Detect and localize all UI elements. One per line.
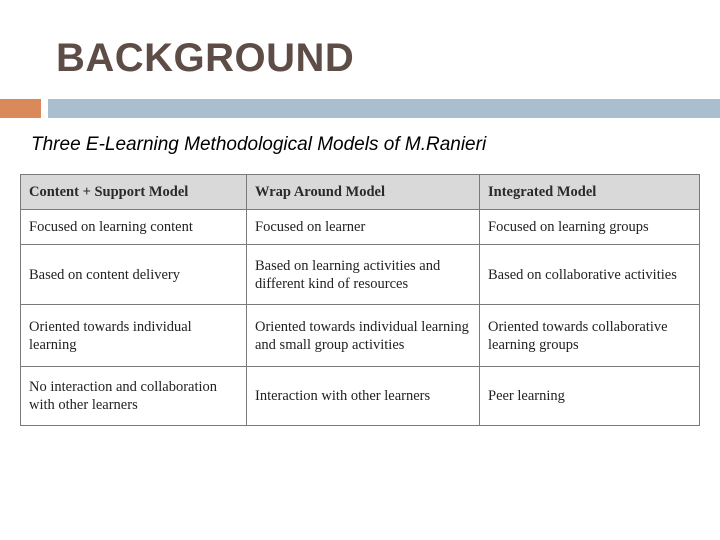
table-cell: Peer learning <box>480 367 700 426</box>
table-row <box>21 305 700 367</box>
table-row <box>21 210 700 245</box>
header-integrated-model: Integrated Model <box>480 175 700 210</box>
table-cell: Based on collaborative activities <box>480 245 700 305</box>
slide-title: BACKGROUND <box>56 36 355 80</box>
models-table <box>20 174 700 426</box>
table-cell: Focused on learner <box>247 210 480 245</box>
table-cell: Focused on learning groups <box>480 210 700 245</box>
accent-bar-orange <box>0 99 41 118</box>
header-content-support-model: Content + Support Model <box>21 175 247 210</box>
table-cell: Oriented towards individual learning and small group activities <box>247 305 480 367</box>
table-cell: Based on learning activities and different kind of resources <box>247 245 480 305</box>
slide-subtitle: Three E-Learning Methodological Models of M.Ranieri <box>31 134 487 155</box>
table-cell: Oriented towards collaborative learning groups <box>480 305 700 367</box>
table-cell: Focused on learning content <box>21 210 247 245</box>
table-header-row <box>21 175 700 210</box>
table-row <box>21 367 700 426</box>
table-cell: No interaction and collaboration with other learners <box>21 367 247 426</box>
header-wrap-around-model: Wrap Around Model <box>247 175 480 210</box>
table-cell: Oriented towards individual learning <box>21 305 247 367</box>
table-cell: Interaction with other learners <box>247 367 480 426</box>
table-row <box>21 245 700 305</box>
table-cell: Based on content delivery <box>21 245 247 305</box>
accent-bar-blue <box>48 99 720 118</box>
